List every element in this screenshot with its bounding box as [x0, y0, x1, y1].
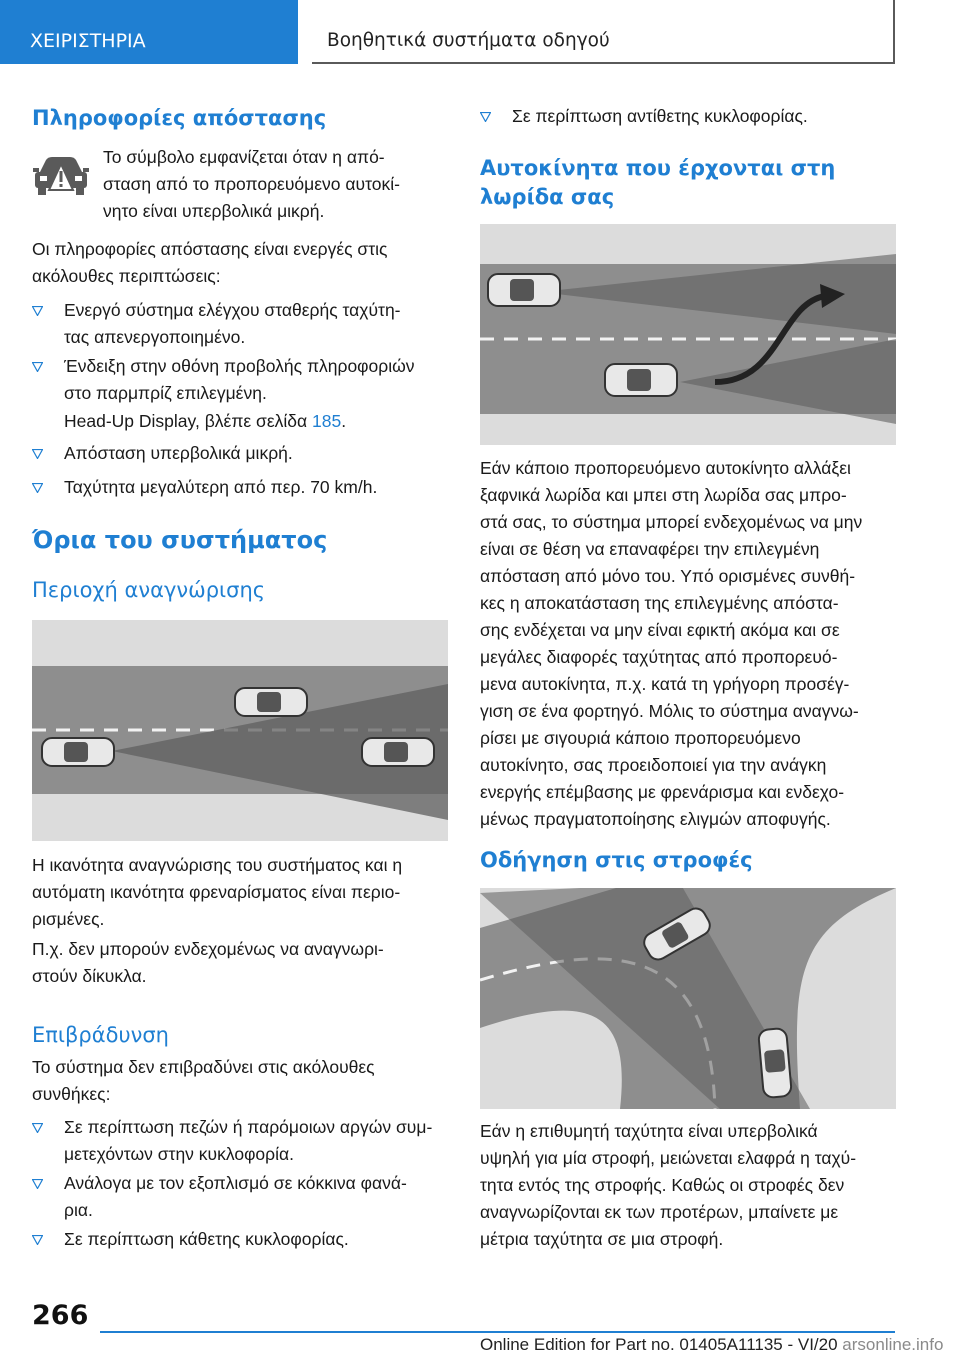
- heading-detection-range: Περιοχή αναγνώρισης: [32, 578, 266, 602]
- bullet-triangle-icon: [32, 362, 43, 372]
- bullet-triangle-icon: [32, 1123, 43, 1133]
- active-intro: Οι πληροφορίες απόστασης είναι ενεργές στις ακόλουθες περιπτώσεις:: [32, 239, 388, 286]
- cut-in-text: Εάν κάποιο προπορευόμενο αυτοκίνητο αλλάξει ξαφνικά λωρίδα και μπει στη λωρίδα σας μπρο- στά σας, το σύστημα μπορεί ενδεχομένως να μην είναι σε θέση να επαναφέρει την επιλεγμένη απόσταση από μόνο του. Υπό ορισμένες συνθή- κες η αποκατάσταση της επιλεγμένης απόστα- σης ενδέχεται να μην είναι εφικτή ακόμα και σε μεγάλες διαφορές ταχύτητας από προπορευό- μενα αυτοκίνητα, π.χ. κατά τη γρήγορη προσέγ- γιση σε ένα φορτηγό. Μόλις το σύστημα αναγνω- ρίσει με σιγουριά κάποιο προπορευόμενο αυτοκίνητο, σας προειδοποιεί για την ανάγκη ενεργής επέμβασης με φρενάρισμα και ενδεχο- μένως πραγματοποίησης ελιγμών αποφυγής.: [480, 458, 863, 829]
- symbol-description: Το σύμβολο εμφανίζεται όταν η από- σταση από το προπορευόμενο αυτοκί- νητο είναι υπερβολικά μικρή.: [103, 147, 400, 221]
- bullet-triangle-icon: [480, 112, 491, 122]
- detection-range-figure: [32, 620, 448, 841]
- heading-cut-in: Αυτοκίνητα που έρχονται στη λωρίδα σας: [480, 156, 836, 209]
- car-icon: [362, 738, 434, 766]
- car-icon: [605, 364, 677, 396]
- bullet-triangle-icon: [32, 449, 43, 459]
- footer-divider: [100, 1331, 895, 1333]
- detection-text-1: Η ικανότητα αναγνώρισης του συστήματος και η αυτόματη ικανότητα φρεναρίσματος είναι περιο- ρισμένες.: [32, 855, 403, 929]
- heading-deceleration: Επιβράδυνση: [32, 1023, 169, 1047]
- warning-car-icon: [32, 150, 90, 200]
- bullet-triangle-icon: [32, 1235, 43, 1245]
- car-icon: [235, 688, 307, 716]
- heading-curves: Οδήγηση στις στροφές: [480, 848, 753, 872]
- page-link-185[interactable]: 185: [312, 411, 342, 431]
- car-icon: [42, 738, 114, 766]
- curves-figure: [480, 888, 896, 1109]
- watermark: arsonline.info: [842, 1335, 944, 1354]
- bullet-triangle-icon: [32, 306, 43, 316]
- footer-edition: Online Edition for Part no. 01405A11135 - VI/20 arsonline.info: [480, 1335, 944, 1354]
- section-tab[interactable]: ΧΕΙΡΙΣΤΗΡΙΑ: [0, 0, 298, 64]
- cut-in-figure: [480, 224, 896, 445]
- decel-intro: Το σύστημα δεν επιβραδύνει στις ακόλουθες συνθήκες:: [32, 1057, 375, 1104]
- page-number: 266: [32, 1300, 89, 1331]
- heading-distance-info: Πληροφορίες απόστασης: [32, 106, 327, 130]
- car-icon: [488, 274, 560, 306]
- detection-text-2: Π.χ. δεν μπορούν ενδεχομένως να αναγνωρι- στούν δίκυκλα.: [32, 939, 384, 986]
- curves-text: Εάν η επιθυμητή ταχύτητα είναι υπερβολικά υψηλή για μία στροφή, μειώνεται ελαφρά η ταχύ- τητα εντός της στροφής. Καθώς οι στροφές δεν αναγνωρίζονται εκ των προτέρων, μπαίνετε με μέτρια ταχύτητα σε μια στροφή.: [480, 1121, 857, 1249]
- bullet-triangle-icon: [32, 483, 43, 493]
- chapter-title: Βοηθητικά συστήματα οδηγού: [312, 0, 895, 64]
- car-icon: [758, 1028, 792, 1098]
- bullet-triangle-icon: [32, 1179, 43, 1189]
- hud-note: Head-Up Display, βλέπε σελίδα 185.: [64, 411, 347, 431]
- heading-system-limits: Όρια του συστήματος: [32, 526, 328, 554]
